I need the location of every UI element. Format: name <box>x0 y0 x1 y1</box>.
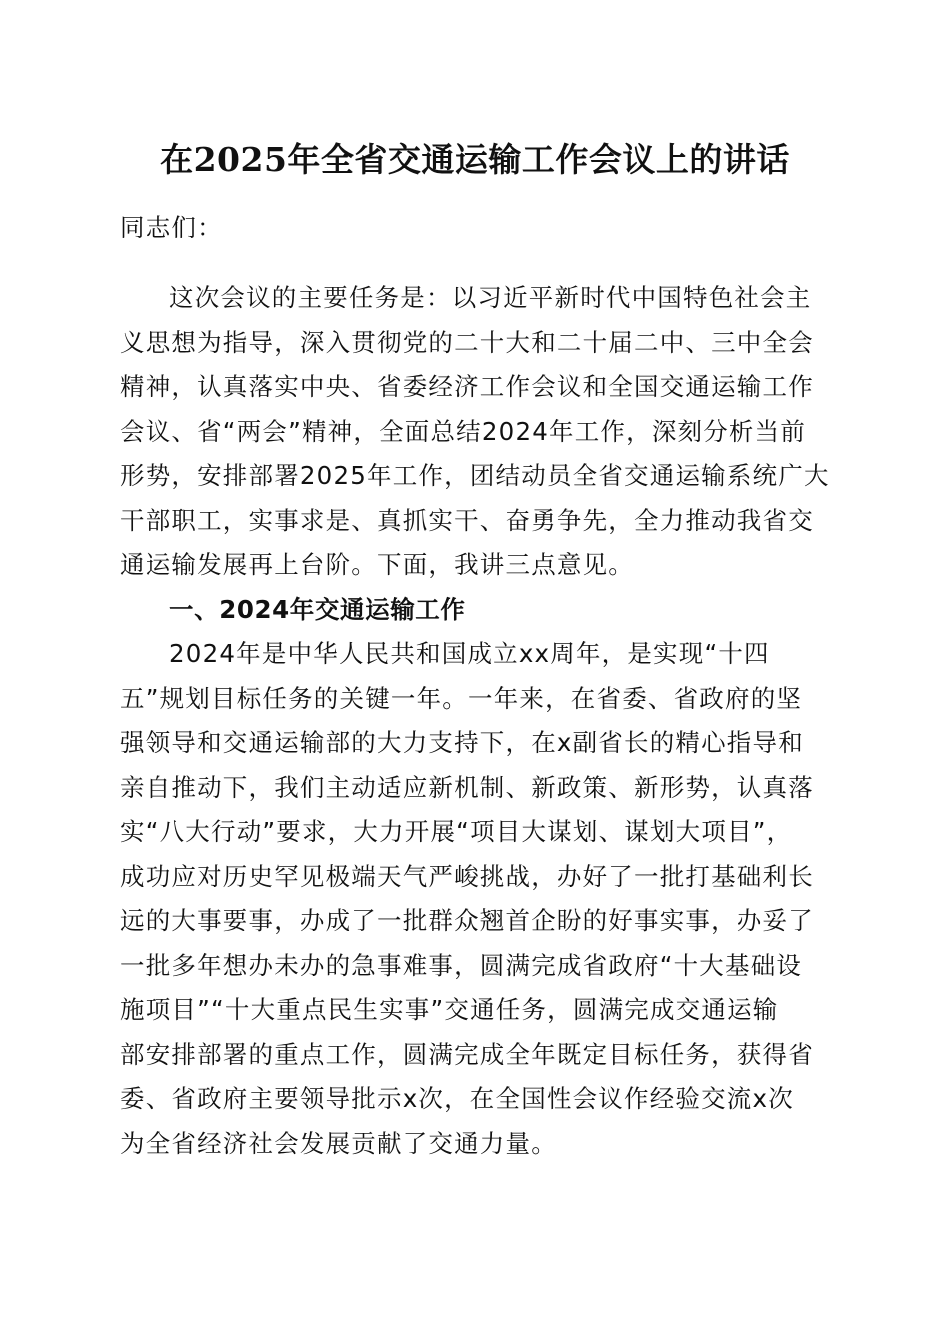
paragraph-line: 亲自推动下，我们主动适应新机制、新政策、新形势，认真落 <box>120 772 814 802</box>
paragraph-line: 精神，认真落实中央、省委经济工作会议和全国交通运输工作 <box>120 372 814 401</box>
paragraph-line: 实“八大行动”要求，大力开展“项目大谋划、谋划大项目”， <box>120 817 793 846</box>
paragraph-line: 委、省政府主要领导批示x次，在全国性会议作经验交流x次 <box>120 1084 794 1113</box>
paragraph-line: 干部职工，实事求是、真抓实干、奋勇争先，全力推动我省交 <box>120 505 814 535</box>
paragraph-line: 这次会议的主要任务是：以习近平新时代中国特色社会主 <box>169 283 812 312</box>
paragraph-line: 2024年是中华人民共和国成立xx周年，是实现“十四 <box>169 639 770 668</box>
paragraph-line: 五”规划目标任务的关键一年。一年来，在省委、省政府的坚 <box>120 683 803 713</box>
paragraph-intro <box>120 276 840 588</box>
paragraph-line: 形势，安排部署2025年工作，团结动员全省交通运输系统广大 <box>120 461 830 490</box>
paragraph-line: 会议、省“两会”精神，全面总结2024年工作，深刻分析当前 <box>120 416 807 446</box>
paragraph-line: 通运输发展再上台阶。下面，我讲三点意见。 <box>120 550 634 579</box>
paragraph-line: 部安排部署的重点工作，圆满完成全年既定目标任务，获得省 <box>120 1039 814 1069</box>
salutation: 同志们： <box>120 213 223 242</box>
paragraph-line: 一批多年想办未办的急事难事，圆满完成省政府“十大基础设 <box>120 950 803 980</box>
paragraph-line: 成功应对历史罕见极端天气严峻挑战，办好了一批打基础利长 <box>120 861 814 891</box>
paragraph-2024-review <box>120 632 840 1166</box>
paragraph-line: 为全省经济社会发展贡献了交通力量。 <box>120 1128 557 1158</box>
document-title: 在2025年全省交通运输工作会议上的讲话 <box>160 140 790 179</box>
paragraph-line: 强领导和交通运输部的大力支持下，在x副省长的精心指导和 <box>120 728 804 757</box>
section-heading-1: 一、2024年交通运输工作 <box>169 595 466 624</box>
paragraph-line: 义思想为指导，深入贯彻党的二十大和二十届二中、三中全会 <box>120 327 814 357</box>
paragraph-line: 远的大事要事，办成了一批群众翘首企盼的好事实事，办妥了 <box>120 906 814 935</box>
paragraph-line: 施项目”“十大重点民生实事”交通任务，圆满完成交通运输 <box>120 995 779 1024</box>
